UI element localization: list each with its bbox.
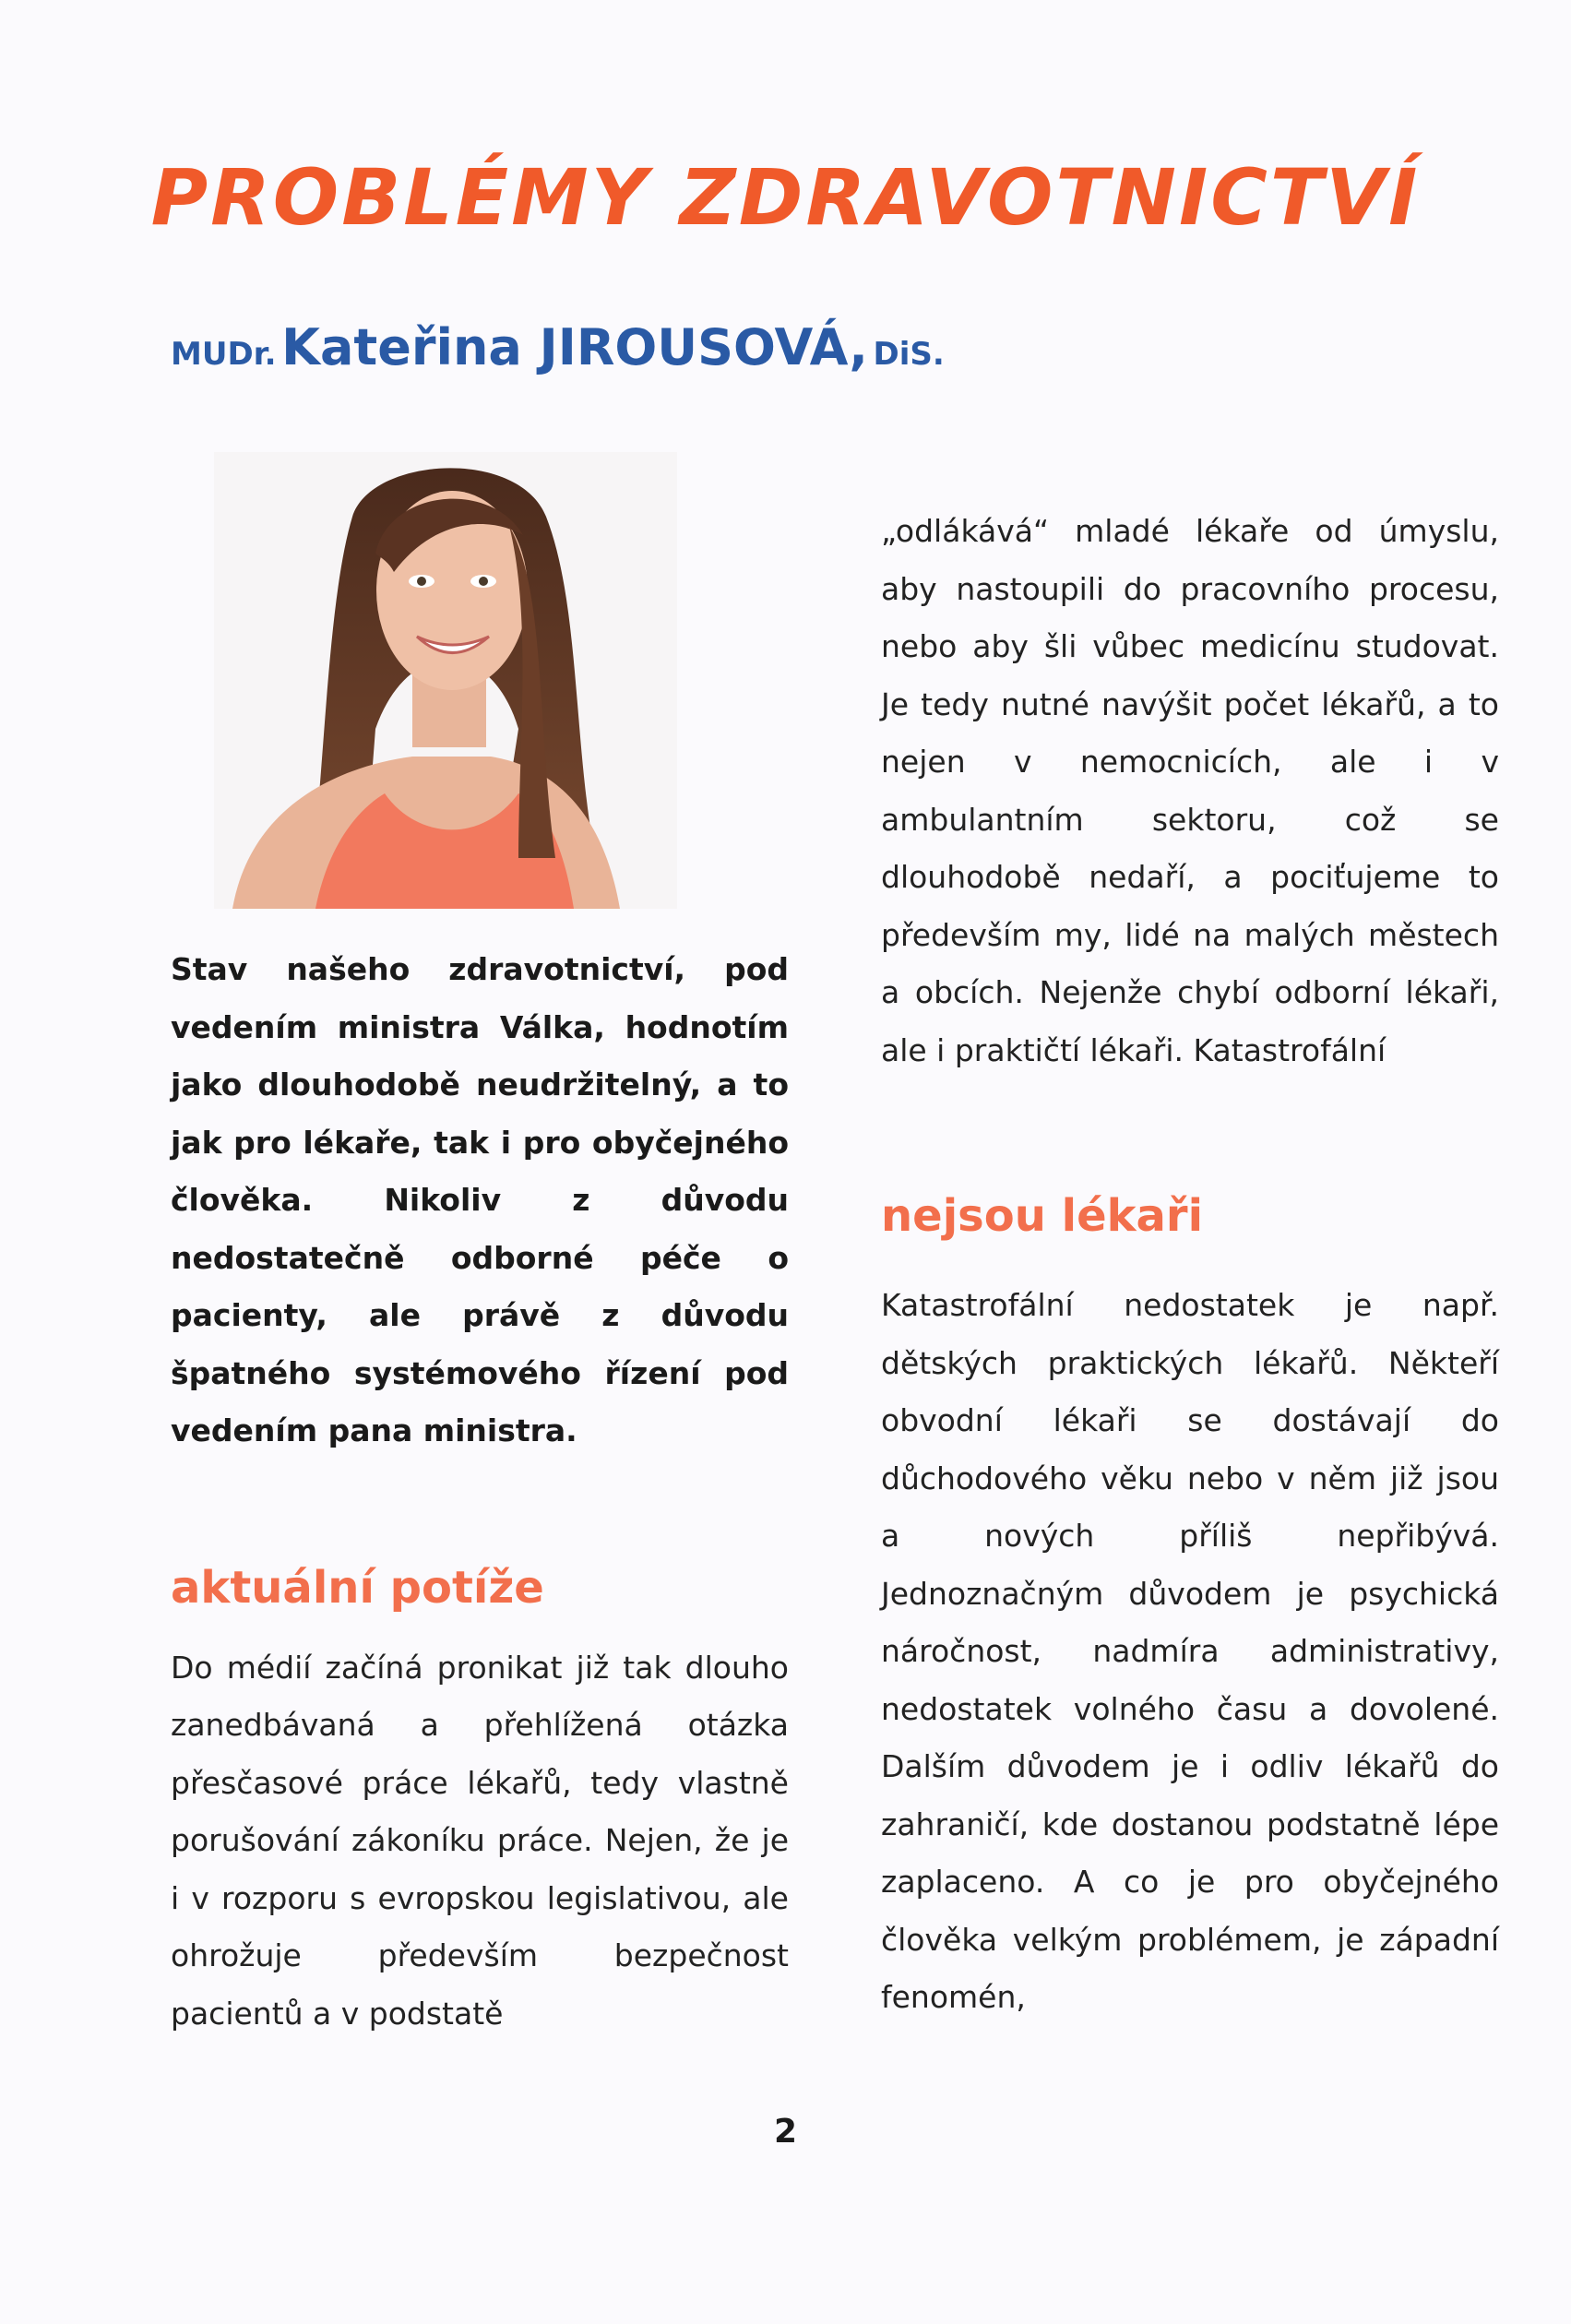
section-no-doctors-text: Katastrofální nedostatek je např. dětských praktických lékařů. Někteří obvodní lékaři se dostávají do důchodového věku nebo v něm již jsou a nových příliš nepřibývá. Jednoznačným důvodem je psychická náročnost, nadmíra administrativy, nedostatek volného času a dovolené. Dalším důvodem je i odliv lékařů do zahraničí, kde dostanou podstatně lépe zaplaceno. A co je pro obyčejného člověka velkým problémem, je západní fenomén,: [881, 1287, 1499, 2015]
page-number: 2: [773, 2113, 798, 2151]
author-suffix: DiS.: [873, 336, 945, 373]
section-current-problems-text: Do médií začíná pronikat již tak dlouho zanedbávaná a přehlížená otázka přesčasové práce lékařů, tedy vlastně porušování zákoníku práce. Nejen, že je i v rozporu s evropskou legislativou, ale ohrožuje především bezpečnost pacientů a v podstatě: [171, 1649, 789, 2032]
left-column: [171, 941, 789, 2043]
section-heading-current-problems: aktuální potíže: [171, 1561, 544, 1614]
continuation-paragraph: „odlákává“ mladé lékaře od úmyslu, aby nastoupili do pracovního procesu, nebo aby šli vůbec medicínu studovat. Je tedy nutné navýšit počet lékařů, a to nejen v nemocnicích, ale i v ambulantním sektoru, což se dlouhodobě nedaří, a pociťujeme to především my, lidé na malých městech a obcích. Nejenže chybí odborní lékaři, ale i praktičtí lékaři. Katastrofální: [881, 513, 1499, 1068]
right-column: [881, 503, 1499, 2027]
author-photo: [214, 452, 677, 909]
author-prefix: MUDr.: [171, 336, 277, 373]
author-line: [171, 318, 945, 376]
section-heading-no-doctors: nejsou lékaři: [881, 1190, 1204, 1242]
portrait-illustration: [214, 452, 677, 909]
intro-paragraph: Stav našeho zdravotnictví, pod vedením ministra Válka, hodnotím jako dlouhodobě neudržitelný, a to jak pro lékaře, tak i pro obyčejného člověka. Nikoliv z důvodu nedostatečně odborné péče o pacienty, ale právě z důvodu špatného systémového řízení pod vedením pana ministra.: [171, 951, 789, 1448]
author-name: Kateřina JIROUSOVÁ,: [281, 318, 868, 376]
article-title: PROBLÉMY ZDRAVOTNICTVÍ: [150, 152, 1421, 243]
